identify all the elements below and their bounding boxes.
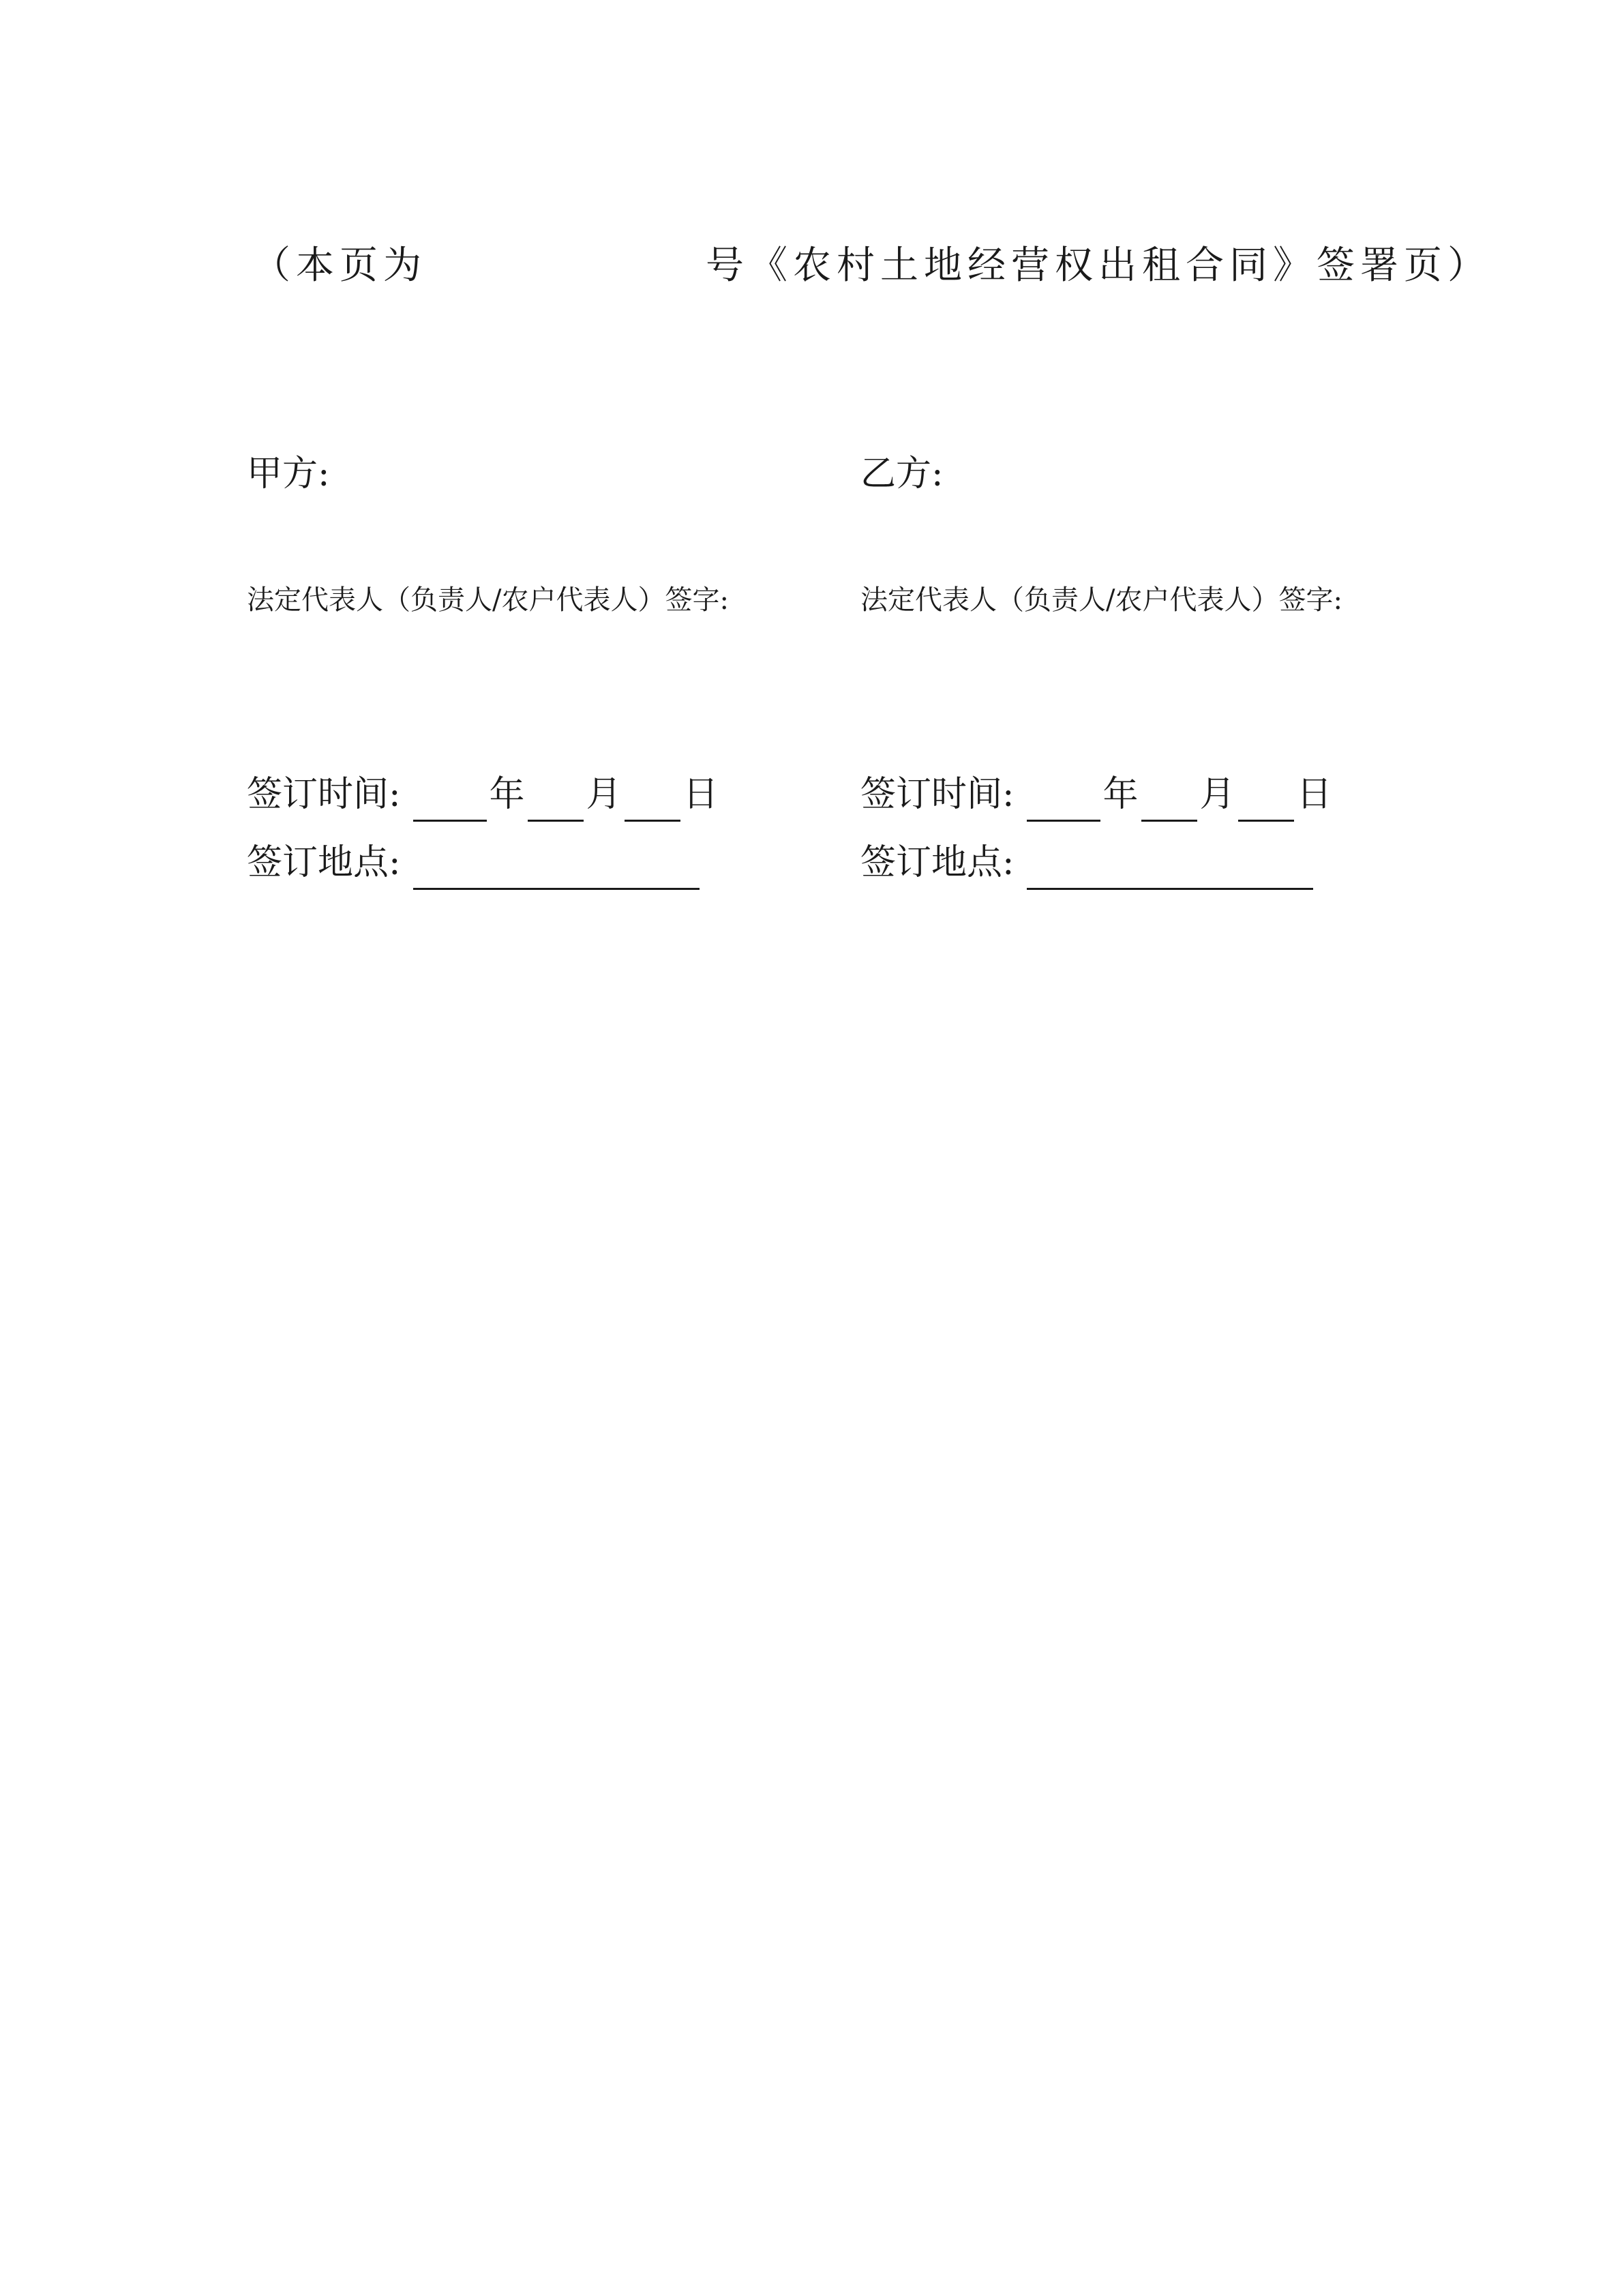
party-a-label: 甲方: — [247, 453, 330, 494]
party-a-day-unit: 日 — [682, 774, 719, 815]
party-b-place-blank[interactable] — [1027, 844, 1313, 890]
party-a-place-blank[interactable] — [413, 844, 700, 890]
party-a-year-unit: 年 — [489, 774, 525, 815]
page-title-prefix: （本页为 — [252, 243, 427, 288]
party-b-signing-date — [860, 767, 1460, 822]
party-b-day-unit: 日 — [1296, 774, 1332, 815]
party-a-signing-place — [247, 835, 847, 890]
party-b-year-unit: 年 — [1102, 774, 1139, 815]
party-b-day-blank[interactable] — [1238, 776, 1294, 822]
party-b-month-unit: 月 — [1199, 774, 1235, 815]
party-b-representative-signature-label: 法定代表人（负责人/农户代表人）签字: — [860, 584, 1342, 616]
party-a-representative-signature-label: 法定代表人（负责人/农户代表人）签字: — [247, 584, 729, 616]
party-a-month-unit: 月 — [586, 774, 622, 815]
party-a-section — [247, 447, 847, 890]
party-b-year-blank[interactable] — [1027, 776, 1100, 822]
page-title-suffix: 号《农村土地经营权出租合同》签署页） — [706, 243, 1491, 288]
party-a-year-blank[interactable] — [413, 776, 487, 822]
party-b-signing-place — [860, 835, 1460, 890]
party-a-day-blank[interactable] — [625, 776, 680, 822]
party-a-place-label: 签订地点: — [247, 842, 401, 883]
party-b-month-blank[interactable] — [1141, 776, 1197, 822]
party-b-label: 乙方: — [860, 453, 944, 494]
party-b-place-label: 签订地点: — [860, 842, 1015, 883]
party-b-section — [860, 447, 1460, 890]
party-a-month-blank[interactable] — [528, 776, 584, 822]
party-a-date-label: 签订时间: — [247, 774, 401, 815]
party-a-signing-date — [247, 767, 847, 822]
party-b-date-label: 签订时间: — [860, 774, 1015, 815]
